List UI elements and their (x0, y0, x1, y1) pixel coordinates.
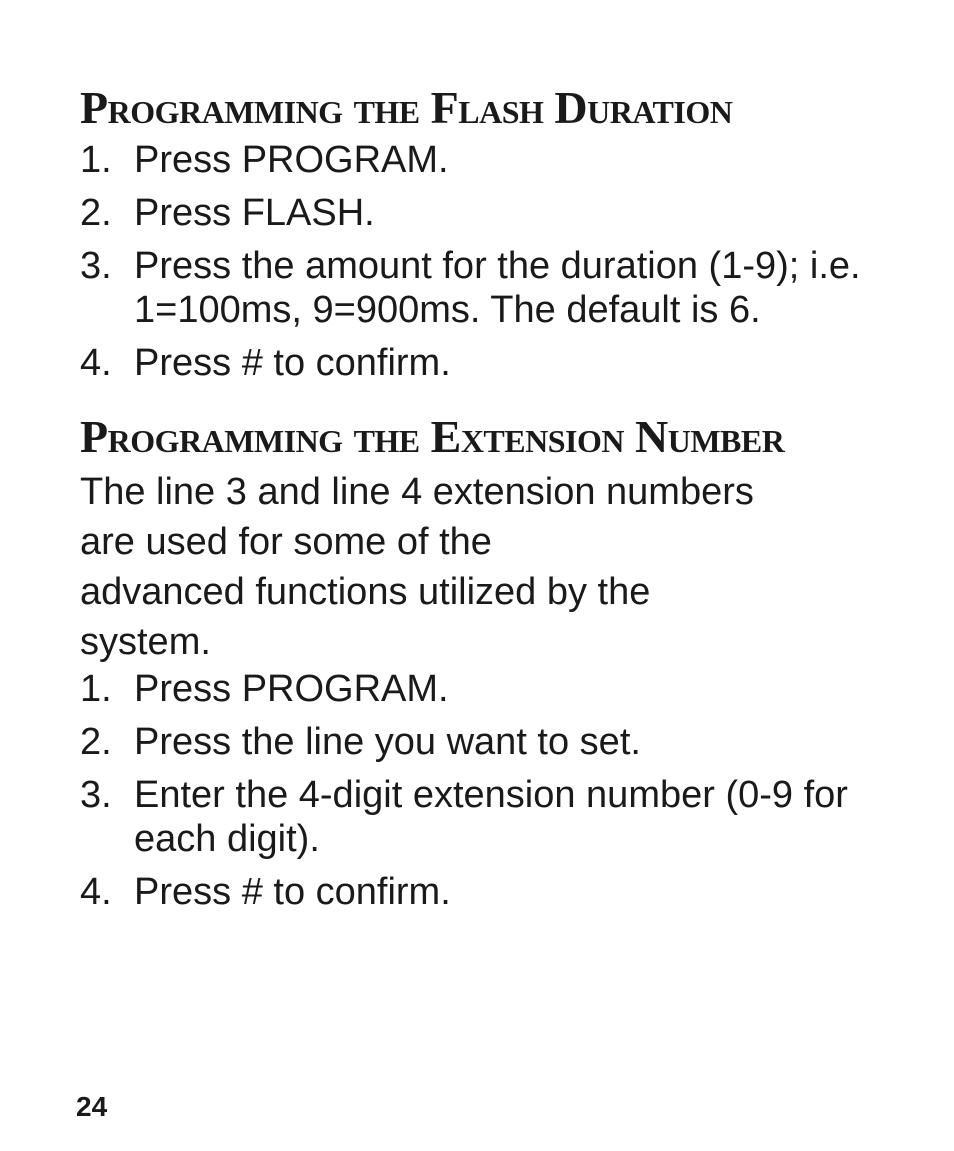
list-item (80, 720, 880, 764)
section-intro (80, 467, 880, 667)
step-number: 2. (80, 721, 112, 763)
page-number: 24 (76, 1091, 108, 1122)
manual-page (80, 78, 880, 923)
step-number: 4. (80, 342, 112, 384)
list-item (80, 773, 880, 861)
extension-number-steps (80, 667, 880, 914)
step-text: Press # to confirm. (134, 871, 451, 913)
step-number: 2. (80, 192, 112, 234)
section-title-extension-number: Programming the Extension Number (80, 411, 785, 462)
list-item (80, 667, 880, 711)
list-item (80, 870, 880, 914)
list-item (80, 191, 880, 235)
step-text: Enter the 4-digit extension number (0-9 for each digit). (134, 774, 848, 860)
step-number: 3. (80, 774, 112, 816)
step-text: Press FLASH. (134, 192, 375, 234)
list-item (80, 341, 880, 385)
step-number: 1. (80, 139, 112, 181)
intro-line: advanced functions utilized by the (80, 571, 651, 613)
step-number: 4. (80, 871, 112, 913)
intro-line: system. (80, 621, 211, 663)
step-text: Press the amount for the duration (1-9); i.e. 1=100ms, 9=900ms. The default is 6. (134, 245, 861, 331)
intro-line: are used for some of the (80, 521, 492, 563)
intro-line: The line 3 and line 4 extension numbers (80, 471, 754, 513)
step-number: 3. (80, 245, 112, 287)
step-number: 1. (80, 668, 112, 710)
list-item (80, 138, 880, 182)
section-title-flash-duration: Programming the Flash Duration (80, 82, 733, 133)
flash-duration-steps (80, 138, 880, 385)
list-item (80, 244, 880, 332)
step-text: Press PROGRAM. (134, 668, 449, 710)
step-text: Press # to confirm. (134, 342, 451, 384)
step-text: Press the line you want to set. (134, 721, 641, 763)
step-text: Press PROGRAM. (134, 139, 449, 181)
